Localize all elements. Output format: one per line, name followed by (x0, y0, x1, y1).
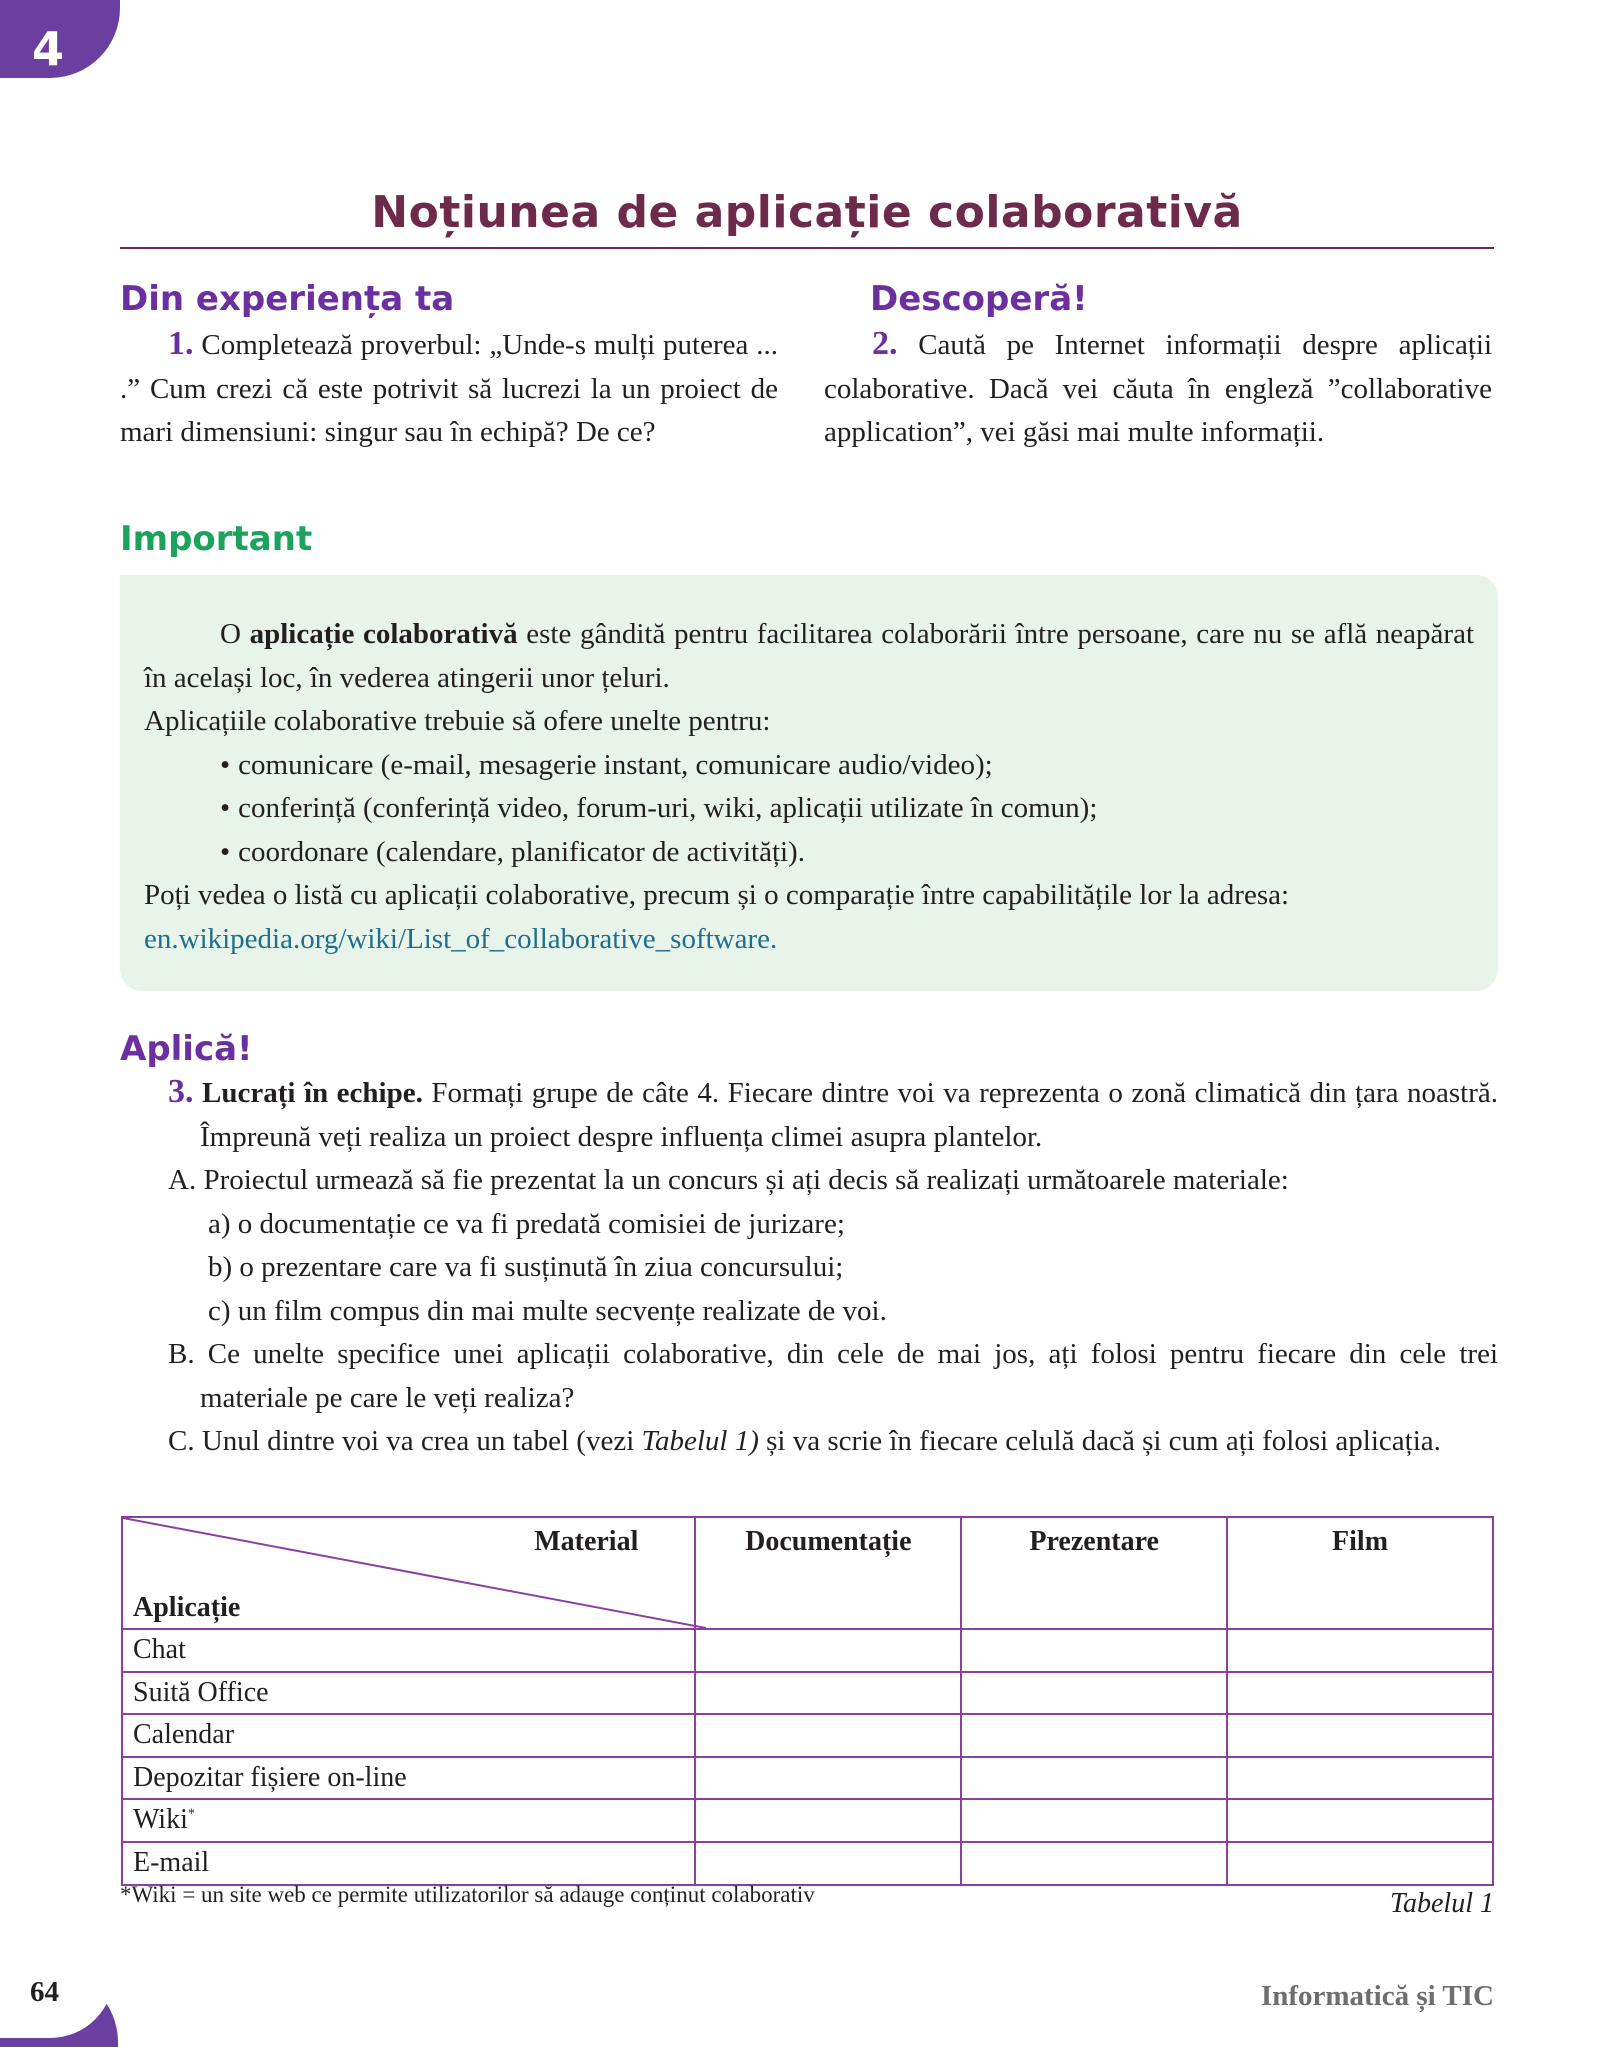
page-title: Noțiunea de aplicație colaborativă (371, 187, 1243, 239)
table-row (122, 1799, 1493, 1842)
important-heading: Important (120, 519, 313, 559)
corner-material-label: Material (534, 1526, 639, 1557)
list-item: • conferință (conferință video, forum-uri, wiki, aplicații utilizate în comun); (220, 787, 1474, 831)
page-number: 64 (30, 1976, 59, 2008)
exercise-2-text: Caută pe Internet informații despre aplicații colaborative. Dacă vei căuta în engleză ”collaborative application”, vei găsi mai multe informații. (824, 329, 1493, 448)
footnote-mark: * (187, 1807, 195, 1823)
chapter-number: 4 (32, 22, 65, 76)
item-a: A. Proiectul urmează să fie prezentat la un concurs și ați decis să realizați următoarele materiale: (168, 1164, 1289, 1196)
tools-list (144, 744, 1474, 875)
column-header-presentation: Prezentare (961, 1517, 1227, 1629)
corner-cell (122, 1517, 695, 1629)
exercise-1-text: Completează proverbul: „Unde-s mulți puterea ... .” Cum crezi că este potrivit să lucrezi la un proiect de mari dimensiuni: singur sau în echipă? De ce? (120, 329, 779, 448)
experience-heading: Din experiența ta (120, 279, 455, 319)
list-item: • coordonare (calendare, planificator de activități). (220, 831, 1474, 875)
table-caption: Tabelul 1 (1390, 1888, 1494, 1919)
table-row (122, 1714, 1493, 1757)
item-b: B. Ce unelte specifice unei aplicații colaborative, din cele de mai jos, ați folosi pentru fiecare din cele trei materiale pe care le veți realiza? (168, 1338, 1498, 1414)
sub-item: b) o prezentare care va fi susținută în ziua concursului; (208, 1251, 844, 1283)
important-box (120, 575, 1498, 991)
exercise-3-intro: 3. Lucrați în echipe. Formați grupe de câte 4. Fiecare dintre voi va reprezenta o zonă climatică din țara noastră. Împreună veți realiza un proiect despre influența climei asupra plantelor. (168, 1073, 1499, 1153)
applications-table (121, 1516, 1494, 1886)
column-header-documentation: Documentație (695, 1517, 961, 1629)
row-label: Suită Office (122, 1672, 695, 1715)
exercise-3-number: 3. (168, 1073, 194, 1110)
discover-heading: Descoperă! (870, 279, 1088, 319)
row-label: Depozitar fișiere on-line (122, 1757, 695, 1800)
item-c: C. Unul dintre voi va crea un tabel (vezi Tabelul 1) și va scrie în fiecare celulă dacă și cum ați folosi aplicația. (168, 1425, 1441, 1457)
exercise-1-number: 1. (168, 325, 194, 362)
sub-item: c) un film compus din mai multe secvențe realizate de voi. (208, 1294, 887, 1327)
tools-intro: Aplicațiile colaborative trebuie să ofere unelte pentru: (144, 705, 771, 737)
table-row (122, 1629, 1493, 1672)
apply-exercise (168, 1070, 1498, 1464)
table-footnote: *Wiki = un site web ce permite utilizatorilor să adauge conținut colaborativ (120, 1882, 815, 1907)
row-label: Wiki* (122, 1799, 695, 1842)
list-reference: Poți vedea o listă cu aplicații colaborative, precum și o comparație între capabilitățile lor la adresa: (144, 879, 1290, 911)
definition-paragraph: O aplicație colaborativă este gândită pentru facilitarea colaborării între persoane, care nu se află neapărat în același loc, în vederea atingerii unor țeluri. (144, 618, 1474, 694)
table-header-row (122, 1517, 1493, 1629)
table-row (122, 1757, 1493, 1800)
experience-text (120, 322, 778, 455)
definition-term: aplicație colaborativă (249, 618, 518, 650)
row-label: E-mail (122, 1842, 695, 1885)
row-label: Chat (122, 1629, 695, 1672)
row-label: Calendar (122, 1714, 695, 1757)
exercise-2-number: 2. (872, 325, 898, 362)
apply-heading: Aplică! (120, 1029, 253, 1069)
book-title: Informatică și TIC (1260, 1980, 1494, 2012)
list-item: • comunicare (e-mail, mesagerie instant, comunicare audio/video); (220, 744, 1474, 788)
sub-item: a) o documentație ce va fi predată comisiei de jurizare; (208, 1207, 845, 1240)
table-row (122, 1842, 1493, 1885)
title-divider (120, 247, 1494, 249)
corner-application-label: Aplicație (133, 1592, 241, 1623)
table-row (122, 1672, 1493, 1715)
discover-text (824, 322, 1492, 455)
wikipedia-link[interactable]: en.wikipedia.org/wiki/List_of_collaborative_software. (144, 922, 778, 955)
column-header-film: Film (1227, 1517, 1493, 1629)
